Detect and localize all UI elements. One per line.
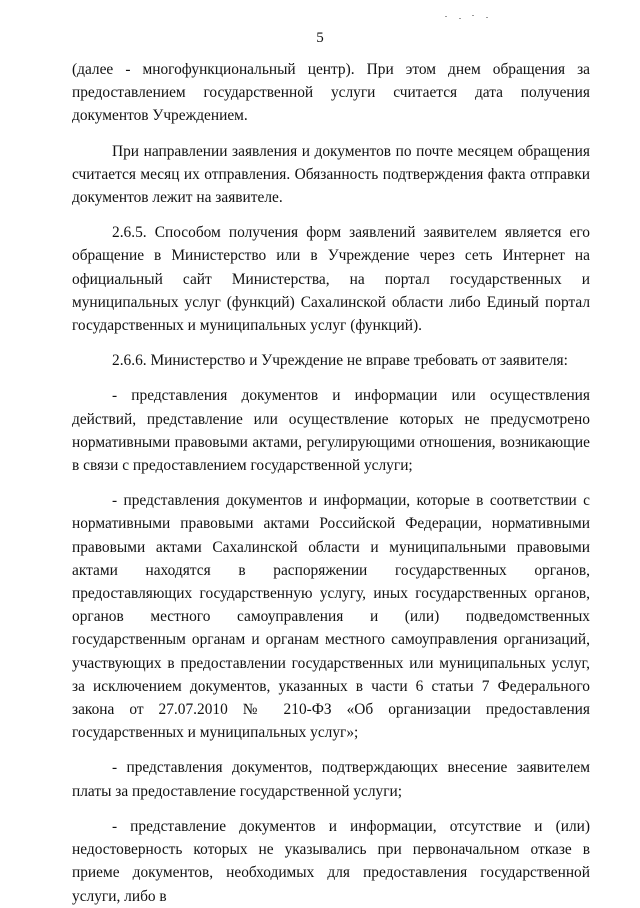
paragraph: 2.6.5. Способом получения форм заявлений заявителем является его обращение в Министерство или в Учреждение через сеть Интернет на официальный сайт Министерства, на портал государственных и муниципальных услуг (функций) Сахалинской области либо Единый портал государственных и муниципальных услуг (функций).: [72, 224, 590, 335]
paragraph: 2.6.6. Министерство и Учреждение не вправе требовать от заявителя:: [112, 352, 568, 370]
paragraph: При направлении заявления и документов по почте месяцем обращения считается месяц их отправления. Обязанность подтверждения факта отправки документов лежит на заявителе.: [72, 142, 590, 207]
list-item: - представления документов и информации или осуществления действий, представление или осуществление которых не предусмотрено нормативными правовыми актами, регулирующими отношения, возникающие в связи с предоставлением государственной услуги;: [72, 387, 590, 475]
document-body: [72, 58, 590, 908]
scan-noise: [445, 14, 505, 20]
list-item: - представление документов и информации, отсутствие и (или) недостоверность которых не указывались при первоначальном отказе в приеме документов, необходимых для предоставления государственной услуги, либо в: [72, 817, 590, 905]
paragraph: (далее - многофункциональный центр). При этом днем обращения за предоставлением государственной услуги считается дата получения документов Учреждением.: [72, 61, 590, 125]
list-item: - представления документов и информации, которые в соответствии с нормативными правовыми актами Российской Федерации, нормативными правовыми актами Сахалинской области и муниципальными правовыми актами находятся в распоряжении государственных органов, предоставляющих государственную услугу, иных государственных органов, органов местного самоуправления и (или) подведомственных государственным органам и органам местного самоуправления организаций, участвующих в предоставлении государственных или муниципальных услуг, за исключением документов, указанных в части 6 статьи 7 Федерального закона от 27.07.2010 № 210-ФЗ «Об организации предоставления государственных и муниципальных услуг»;: [72, 492, 590, 742]
list-item: - представления документов, подтверждающих внесение заявителем платы за предоставление государственной услуги;: [72, 759, 590, 800]
page-number: 5: [316, 30, 324, 46]
